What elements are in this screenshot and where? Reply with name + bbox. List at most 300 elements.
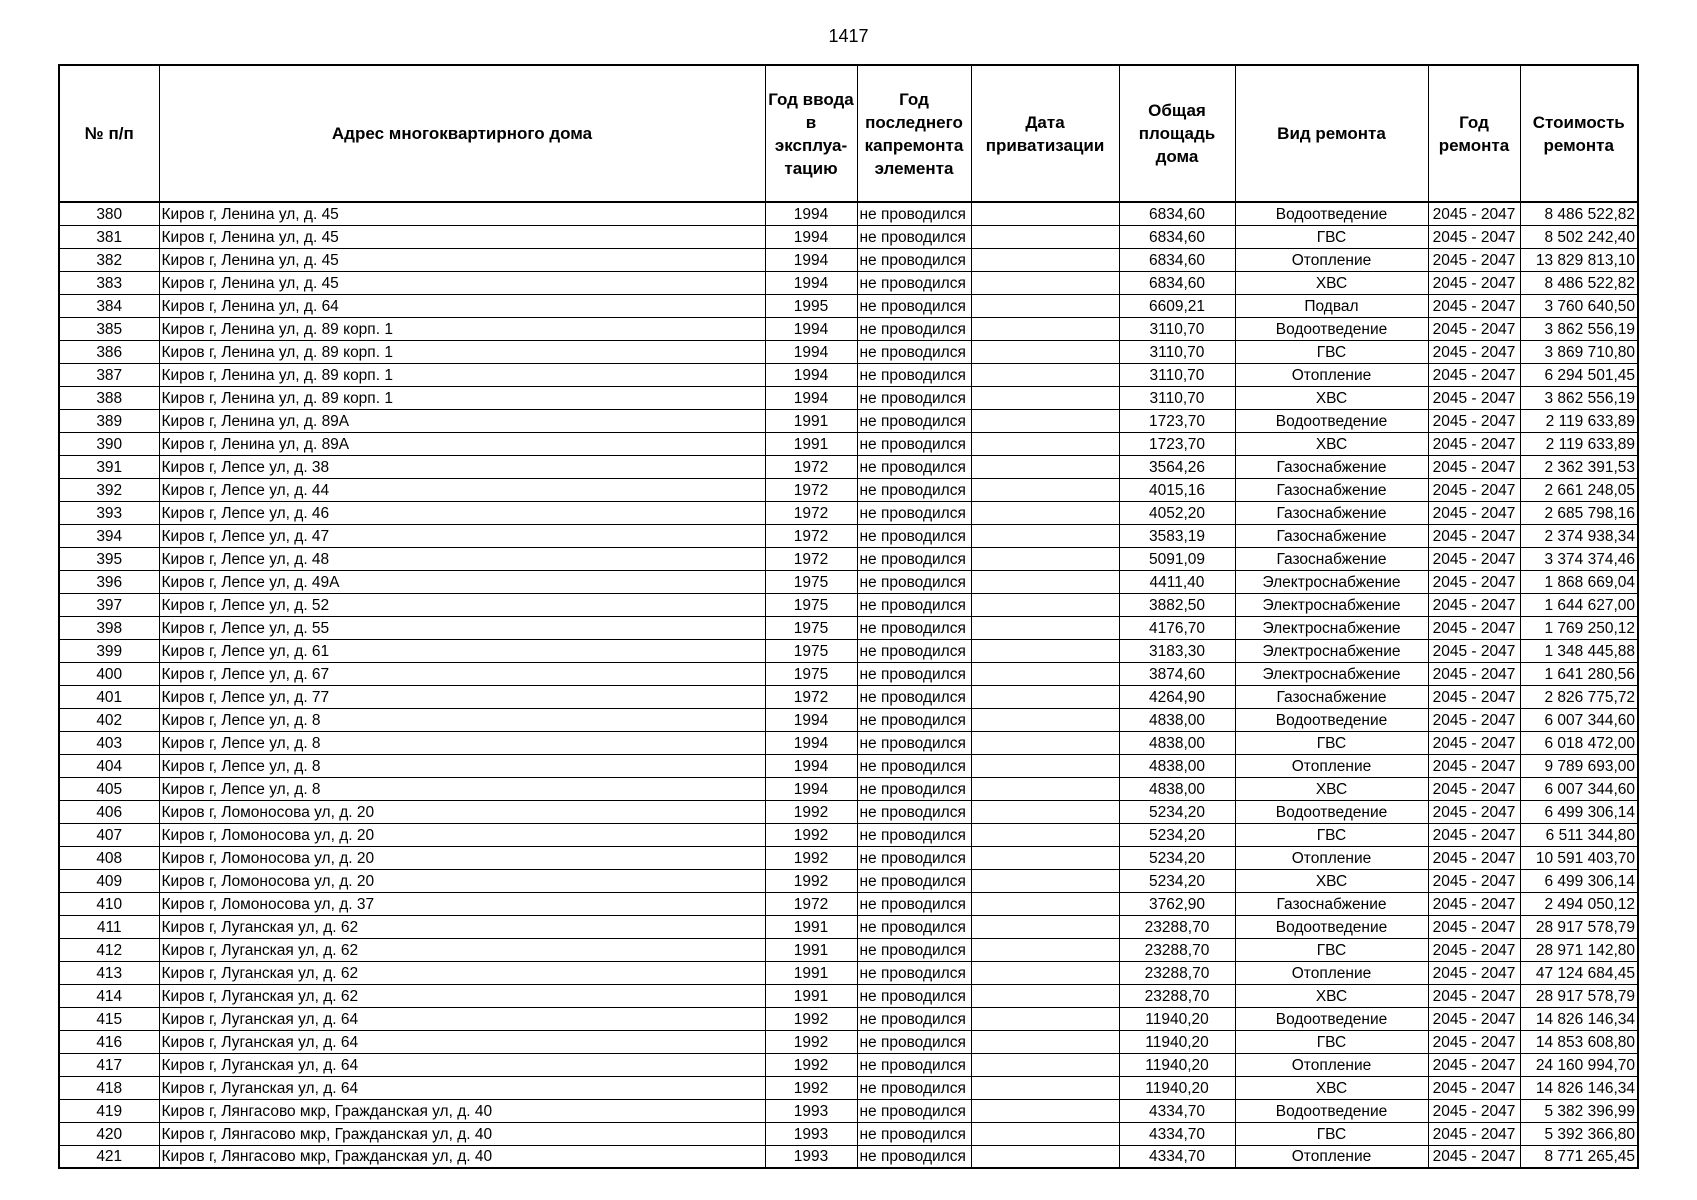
cell-cost: 3 862 556,19 [1520, 386, 1638, 409]
table-row [59, 1099, 1638, 1122]
cell-year-last-repair: не проводился [857, 248, 971, 271]
cell-year-commission: 1994 [765, 708, 857, 731]
cell-year-commission: 1972 [765, 455, 857, 478]
cell-repair-type: ГВС [1235, 823, 1428, 846]
cell-address: Киров г, Лепсе ул, д. 47 [159, 524, 765, 547]
cell-repair-type: ХВС [1235, 432, 1428, 455]
table-row [59, 1030, 1638, 1053]
cell-year-commission: 1994 [765, 386, 857, 409]
cell-privatization [971, 639, 1119, 662]
cell-address: Киров г, Лепсе ул, д. 8 [159, 777, 765, 800]
cell-row-num: 419 [59, 1099, 159, 1122]
cell-address: Киров г, Лянгасово мкр, Гражданская ул, д. 40 [159, 1145, 765, 1168]
cell-area: 5091,09 [1119, 547, 1235, 570]
cell-repair-year: 2045 - 2047 [1428, 800, 1520, 823]
cell-row-num: 413 [59, 961, 159, 984]
cell-privatization [971, 731, 1119, 754]
cell-row-num: 393 [59, 501, 159, 524]
cell-repair-year: 2045 - 2047 [1428, 524, 1520, 547]
cell-year-last-repair: не проводился [857, 478, 971, 501]
cell-area: 6609,21 [1119, 294, 1235, 317]
cell-area: 4015,16 [1119, 478, 1235, 501]
table-row [59, 202, 1638, 225]
cell-privatization [971, 1007, 1119, 1030]
cell-privatization [971, 294, 1119, 317]
cell-repair-year: 2045 - 2047 [1428, 846, 1520, 869]
cell-cost: 24 160 994,70 [1520, 1053, 1638, 1076]
cell-year-commission: 1991 [765, 409, 857, 432]
cell-repair-type: ГВС [1235, 938, 1428, 961]
cell-year-commission: 1992 [765, 1030, 857, 1053]
header-repair-type: Вид ремонта [1235, 65, 1428, 202]
cell-repair-year: 2045 - 2047 [1428, 892, 1520, 915]
cell-repair-type: Отопление [1235, 1053, 1428, 1076]
cell-row-num: 395 [59, 547, 159, 570]
cell-cost: 8 502 242,40 [1520, 225, 1638, 248]
cell-area: 3564,26 [1119, 455, 1235, 478]
cell-year-commission: 1992 [765, 846, 857, 869]
cell-repair-year: 2045 - 2047 [1428, 1053, 1520, 1076]
cell-row-num: 411 [59, 915, 159, 938]
cell-row-num: 406 [59, 800, 159, 823]
cell-privatization [971, 432, 1119, 455]
cell-privatization [971, 386, 1119, 409]
cell-address: Киров г, Лепсе ул, д. 48 [159, 547, 765, 570]
cell-year-last-repair: не проводился [857, 685, 971, 708]
cell-repair-year: 2045 - 2047 [1428, 938, 1520, 961]
cell-area: 5234,20 [1119, 800, 1235, 823]
cell-address: Киров г, Ленина ул, д. 89 корп. 1 [159, 317, 765, 340]
cell-row-num: 399 [59, 639, 159, 662]
cell-cost: 5 382 396,99 [1520, 1099, 1638, 1122]
cell-row-num: 405 [59, 777, 159, 800]
table-row [59, 386, 1638, 409]
table-row [59, 731, 1638, 754]
cell-year-commission: 1991 [765, 915, 857, 938]
cell-area: 23288,70 [1119, 961, 1235, 984]
cell-area: 4838,00 [1119, 777, 1235, 800]
cell-privatization [971, 1122, 1119, 1145]
cell-cost: 6 511 344,80 [1520, 823, 1638, 846]
cell-year-last-repair: не проводился [857, 708, 971, 731]
table-header-row [59, 65, 1638, 202]
cell-row-num: 398 [59, 616, 159, 639]
cell-privatization [971, 593, 1119, 616]
cell-privatization [971, 409, 1119, 432]
cell-row-num: 416 [59, 1030, 159, 1053]
cell-repair-year: 2045 - 2047 [1428, 501, 1520, 524]
cell-repair-type: ГВС [1235, 340, 1428, 363]
cell-repair-year: 2045 - 2047 [1428, 1076, 1520, 1099]
cell-cost: 28 917 578,79 [1520, 984, 1638, 1007]
cell-address: Киров г, Луганская ул, д. 62 [159, 938, 765, 961]
cell-cost: 9 789 693,00 [1520, 754, 1638, 777]
cell-row-num: 384 [59, 294, 159, 317]
cell-repair-type: Отопление [1235, 363, 1428, 386]
cell-year-commission: 1994 [765, 363, 857, 386]
cell-repair-type: Отопление [1235, 754, 1428, 777]
cell-area: 11940,20 [1119, 1076, 1235, 1099]
cell-privatization [971, 1145, 1119, 1168]
cell-year-commission: 1993 [765, 1099, 857, 1122]
cell-year-last-repair: не проводился [857, 547, 971, 570]
cell-repair-type: Отопление [1235, 961, 1428, 984]
cell-address: Киров г, Ленина ул, д. 64 [159, 294, 765, 317]
cell-year-last-repair: не проводился [857, 593, 971, 616]
cell-cost: 2 494 050,12 [1520, 892, 1638, 915]
table-row [59, 455, 1638, 478]
cell-privatization [971, 455, 1119, 478]
cell-privatization [971, 202, 1119, 225]
cell-row-num: 402 [59, 708, 159, 731]
cell-area: 5234,20 [1119, 846, 1235, 869]
cell-repair-type: Электроснабжение [1235, 593, 1428, 616]
cell-year-last-repair: не проводился [857, 363, 971, 386]
cell-row-num: 392 [59, 478, 159, 501]
cell-year-commission: 1991 [765, 938, 857, 961]
cell-repair-year: 2045 - 2047 [1428, 1007, 1520, 1030]
cell-cost: 8 771 265,45 [1520, 1145, 1638, 1168]
table-row [59, 547, 1638, 570]
cell-year-commission: 1972 [765, 478, 857, 501]
cell-repair-year: 2045 - 2047 [1428, 1122, 1520, 1145]
cell-repair-year: 2045 - 2047 [1428, 823, 1520, 846]
cell-area: 5234,20 [1119, 869, 1235, 892]
cell-year-last-repair: не проводился [857, 800, 971, 823]
cell-privatization [971, 915, 1119, 938]
cell-repair-year: 2045 - 2047 [1428, 593, 1520, 616]
cell-cost: 2 661 248,05 [1520, 478, 1638, 501]
cell-privatization [971, 823, 1119, 846]
table-row [59, 409, 1638, 432]
cell-year-commission: 1994 [765, 202, 857, 225]
cell-year-commission: 1994 [765, 340, 857, 363]
cell-area: 11940,20 [1119, 1053, 1235, 1076]
cell-privatization [971, 225, 1119, 248]
cell-area: 4411,40 [1119, 570, 1235, 593]
cell-privatization [971, 754, 1119, 777]
table-row [59, 524, 1638, 547]
cell-repair-year: 2045 - 2047 [1428, 639, 1520, 662]
cell-cost: 3 862 556,19 [1520, 317, 1638, 340]
cell-year-last-repair: не проводился [857, 432, 971, 455]
cell-row-num: 381 [59, 225, 159, 248]
header-num: № п/п [59, 65, 159, 202]
cell-repair-type: Газоснабжение [1235, 478, 1428, 501]
cell-year-commission: 1994 [765, 731, 857, 754]
cell-year-last-repair: не проводился [857, 386, 971, 409]
cell-repair-type: Отопление [1235, 1145, 1428, 1168]
cell-repair-year: 2045 - 2047 [1428, 225, 1520, 248]
cell-cost: 6 018 472,00 [1520, 731, 1638, 754]
cell-address: Киров г, Лепсе ул, д. 46 [159, 501, 765, 524]
cell-year-last-repair: не проводился [857, 524, 971, 547]
cell-repair-type: Газоснабжение [1235, 685, 1428, 708]
cell-area: 6834,60 [1119, 202, 1235, 225]
cell-year-last-repair: не проводился [857, 639, 971, 662]
cell-year-last-repair: не проводился [857, 501, 971, 524]
cell-repair-year: 2045 - 2047 [1428, 708, 1520, 731]
cell-repair-type: Водоотведение [1235, 1099, 1428, 1122]
table-row [59, 340, 1638, 363]
cell-address: Киров г, Лепсе ул, д. 77 [159, 685, 765, 708]
table-row [59, 363, 1638, 386]
cell-year-last-repair: не проводился [857, 754, 971, 777]
cell-row-num: 397 [59, 593, 159, 616]
table-row [59, 961, 1638, 984]
table-row [59, 685, 1638, 708]
cell-row-num: 412 [59, 938, 159, 961]
cell-address: Киров г, Ломоносова ул, д. 20 [159, 869, 765, 892]
cell-year-commission: 1975 [765, 639, 857, 662]
cell-privatization [971, 961, 1119, 984]
cell-address: Киров г, Лянгасово мкр, Гражданская ул, д. 40 [159, 1122, 765, 1145]
cell-address: Киров г, Ломоносова ул, д. 20 [159, 800, 765, 823]
cell-repair-type: Электроснабжение [1235, 639, 1428, 662]
cell-year-commission: 1994 [765, 225, 857, 248]
table-row [59, 225, 1638, 248]
cell-address: Киров г, Лянгасово мкр, Гражданская ул, д. 40 [159, 1099, 765, 1122]
cell-row-num: 421 [59, 1145, 159, 1168]
cell-row-num: 391 [59, 455, 159, 478]
cell-repair-year: 2045 - 2047 [1428, 570, 1520, 593]
cell-area: 3583,19 [1119, 524, 1235, 547]
cell-repair-year: 2045 - 2047 [1428, 1099, 1520, 1122]
table-row [59, 294, 1638, 317]
cell-row-num: 401 [59, 685, 159, 708]
cell-area: 3110,70 [1119, 317, 1235, 340]
header-area: Общая площадь дома [1119, 65, 1235, 202]
cell-year-last-repair: не проводился [857, 823, 971, 846]
cell-year-commission: 1972 [765, 892, 857, 915]
cell-cost: 1 769 250,12 [1520, 616, 1638, 639]
cell-repair-type: Газоснабжение [1235, 892, 1428, 915]
cell-repair-type: ХВС [1235, 777, 1428, 800]
page-number: 1417 [828, 26, 869, 46]
cell-address: Киров г, Лепсе ул, д. 52 [159, 593, 765, 616]
cell-row-num: 394 [59, 524, 159, 547]
cell-repair-year: 2045 - 2047 [1428, 340, 1520, 363]
cell-year-commission: 1975 [765, 662, 857, 685]
cell-repair-year: 2045 - 2047 [1428, 455, 1520, 478]
table-row [59, 570, 1638, 593]
cell-repair-year: 2045 - 2047 [1428, 662, 1520, 685]
cell-address: Киров г, Лепсе ул, д. 44 [159, 478, 765, 501]
header-year-last-repair: Год последнего капремонта элемента [857, 65, 971, 202]
cell-area: 3110,70 [1119, 363, 1235, 386]
cell-area: 6834,60 [1119, 248, 1235, 271]
cell-cost: 6 007 344,60 [1520, 708, 1638, 731]
cell-repair-type: Электроснабжение [1235, 570, 1428, 593]
cell-year-commission: 1991 [765, 432, 857, 455]
cell-year-last-repair: не проводился [857, 777, 971, 800]
cell-year-last-repair: не проводился [857, 961, 971, 984]
cell-privatization [971, 869, 1119, 892]
table-row [59, 271, 1638, 294]
cell-address: Киров г, Луганская ул, д. 62 [159, 915, 765, 938]
cell-year-last-repair: не проводился [857, 892, 971, 915]
cell-privatization [971, 708, 1119, 731]
cell-address: Киров г, Ленина ул, д. 89 корп. 1 [159, 386, 765, 409]
cell-repair-year: 2045 - 2047 [1428, 777, 1520, 800]
table-row [59, 248, 1638, 271]
cell-repair-type: ГВС [1235, 1122, 1428, 1145]
cell-area: 3183,30 [1119, 639, 1235, 662]
table-row [59, 1122, 1638, 1145]
cell-year-commission: 1994 [765, 754, 857, 777]
cell-area: 4838,00 [1119, 754, 1235, 777]
cell-repair-year: 2045 - 2047 [1428, 409, 1520, 432]
cell-privatization [971, 524, 1119, 547]
table-row [59, 869, 1638, 892]
cell-address: Киров г, Ленина ул, д. 45 [159, 248, 765, 271]
cell-address: Киров г, Лепсе ул, д. 61 [159, 639, 765, 662]
cell-year-last-repair: не проводился [857, 1053, 971, 1076]
cell-year-last-repair: не проводился [857, 938, 971, 961]
cell-year-commission: 1972 [765, 685, 857, 708]
cell-address: Киров г, Лепсе ул, д. 67 [159, 662, 765, 685]
cell-privatization [971, 340, 1119, 363]
cell-cost: 14 853 608,80 [1520, 1030, 1638, 1053]
cell-area: 4334,70 [1119, 1145, 1235, 1168]
cell-repair-type: ХВС [1235, 1076, 1428, 1099]
table-row [59, 915, 1638, 938]
cell-privatization [971, 1076, 1119, 1099]
table-row [59, 317, 1638, 340]
cell-year-last-repair: не проводился [857, 1007, 971, 1030]
cell-row-num: 388 [59, 386, 159, 409]
cell-address: Киров г, Ленина ул, д. 89 корп. 1 [159, 340, 765, 363]
cell-year-last-repair: не проводился [857, 1030, 971, 1053]
cell-year-commission: 1975 [765, 616, 857, 639]
table-row [59, 984, 1638, 1007]
cell-year-commission: 1994 [765, 317, 857, 340]
cell-privatization [971, 984, 1119, 1007]
cell-cost: 13 829 813,10 [1520, 248, 1638, 271]
cell-year-commission: 1972 [765, 501, 857, 524]
cell-cost: 1 868 669,04 [1520, 570, 1638, 593]
cell-cost: 3 760 640,50 [1520, 294, 1638, 317]
cell-row-num: 407 [59, 823, 159, 846]
cell-year-last-repair: не проводился [857, 662, 971, 685]
cell-year-commission: 1991 [765, 961, 857, 984]
cell-cost: 1 641 280,56 [1520, 662, 1638, 685]
cell-repair-type: Водоотведение [1235, 202, 1428, 225]
cell-year-last-repair: не проводился [857, 1099, 971, 1122]
table-row [59, 662, 1638, 685]
header-address: Адрес многоквартирного дома [159, 65, 765, 202]
cell-area: 6834,60 [1119, 225, 1235, 248]
cell-year-last-repair: не проводился [857, 570, 971, 593]
header-privatization: Дата приватизации [971, 65, 1119, 202]
table-row [59, 1053, 1638, 1076]
cell-repair-type: Водоотведение [1235, 409, 1428, 432]
cell-cost: 1 644 627,00 [1520, 593, 1638, 616]
cell-address: Киров г, Ленина ул, д. 89А [159, 409, 765, 432]
repair-registry-table [58, 64, 1639, 1169]
cell-privatization [971, 846, 1119, 869]
cell-privatization [971, 248, 1119, 271]
cell-row-num: 387 [59, 363, 159, 386]
cell-repair-year: 2045 - 2047 [1428, 317, 1520, 340]
cell-privatization [971, 271, 1119, 294]
cell-area: 1723,70 [1119, 409, 1235, 432]
cell-address: Киров г, Лепсе ул, д. 8 [159, 708, 765, 731]
cell-cost: 6 294 501,45 [1520, 363, 1638, 386]
cell-repair-year: 2045 - 2047 [1428, 363, 1520, 386]
cell-repair-type: Электроснабжение [1235, 662, 1428, 685]
cell-address: Киров г, Лепсе ул, д. 8 [159, 754, 765, 777]
cell-area: 4052,20 [1119, 501, 1235, 524]
cell-area: 3882,50 [1119, 593, 1235, 616]
cell-privatization [971, 777, 1119, 800]
cell-repair-year: 2045 - 2047 [1428, 915, 1520, 938]
cell-address: Киров г, Ленина ул, д. 89А [159, 432, 765, 455]
cell-year-commission: 1994 [765, 248, 857, 271]
cell-year-commission: 1972 [765, 547, 857, 570]
cell-address: Киров г, Лепсе ул, д. 38 [159, 455, 765, 478]
cell-cost: 5 392 366,80 [1520, 1122, 1638, 1145]
cell-repair-year: 2045 - 2047 [1428, 685, 1520, 708]
cell-repair-type: Газоснабжение [1235, 547, 1428, 570]
cell-year-commission: 1995 [765, 294, 857, 317]
table-row [59, 616, 1638, 639]
cell-cost: 8 486 522,82 [1520, 271, 1638, 294]
cell-privatization [971, 478, 1119, 501]
cell-area: 4334,70 [1119, 1122, 1235, 1145]
cell-repair-year: 2045 - 2047 [1428, 294, 1520, 317]
cell-cost: 1 348 445,88 [1520, 639, 1638, 662]
cell-row-num: 420 [59, 1122, 159, 1145]
table-row [59, 800, 1638, 823]
cell-row-num: 418 [59, 1076, 159, 1099]
cell-area: 3762,90 [1119, 892, 1235, 915]
cell-row-num: 380 [59, 202, 159, 225]
cell-repair-year: 2045 - 2047 [1428, 271, 1520, 294]
cell-address: Киров г, Ломоносова ул, д. 20 [159, 823, 765, 846]
cell-repair-year: 2045 - 2047 [1428, 202, 1520, 225]
header-repair-year: Год ремонта [1428, 65, 1520, 202]
cell-row-num: 383 [59, 271, 159, 294]
cell-year-last-repair: не проводился [857, 1122, 971, 1145]
cell-year-last-repair: не проводился [857, 271, 971, 294]
cell-repair-year: 2045 - 2047 [1428, 1030, 1520, 1053]
cell-row-num: 396 [59, 570, 159, 593]
cell-address: Киров г, Лепсе ул, д. 55 [159, 616, 765, 639]
cell-area: 6834,60 [1119, 271, 1235, 294]
cell-cost: 2 685 798,16 [1520, 501, 1638, 524]
cell-year-last-repair: не проводился [857, 1076, 971, 1099]
cell-repair-type: ХВС [1235, 271, 1428, 294]
cell-row-num: 417 [59, 1053, 159, 1076]
cell-repair-type: ХВС [1235, 386, 1428, 409]
cell-cost: 6 499 306,14 [1520, 800, 1638, 823]
cell-year-commission: 1993 [765, 1145, 857, 1168]
cell-privatization [971, 363, 1119, 386]
table-row [59, 432, 1638, 455]
cell-area: 3110,70 [1119, 340, 1235, 363]
table-row [59, 639, 1638, 662]
cell-year-commission: 1992 [765, 1053, 857, 1076]
cell-year-commission: 1992 [765, 1076, 857, 1099]
cell-address: Киров г, Лепсе ул, д. 8 [159, 731, 765, 754]
table-row [59, 823, 1638, 846]
cell-privatization [971, 685, 1119, 708]
cell-cost: 6 007 344,60 [1520, 777, 1638, 800]
cell-repair-type: ГВС [1235, 1030, 1428, 1053]
cell-area: 23288,70 [1119, 984, 1235, 1007]
cell-year-last-repair: не проводился [857, 225, 971, 248]
